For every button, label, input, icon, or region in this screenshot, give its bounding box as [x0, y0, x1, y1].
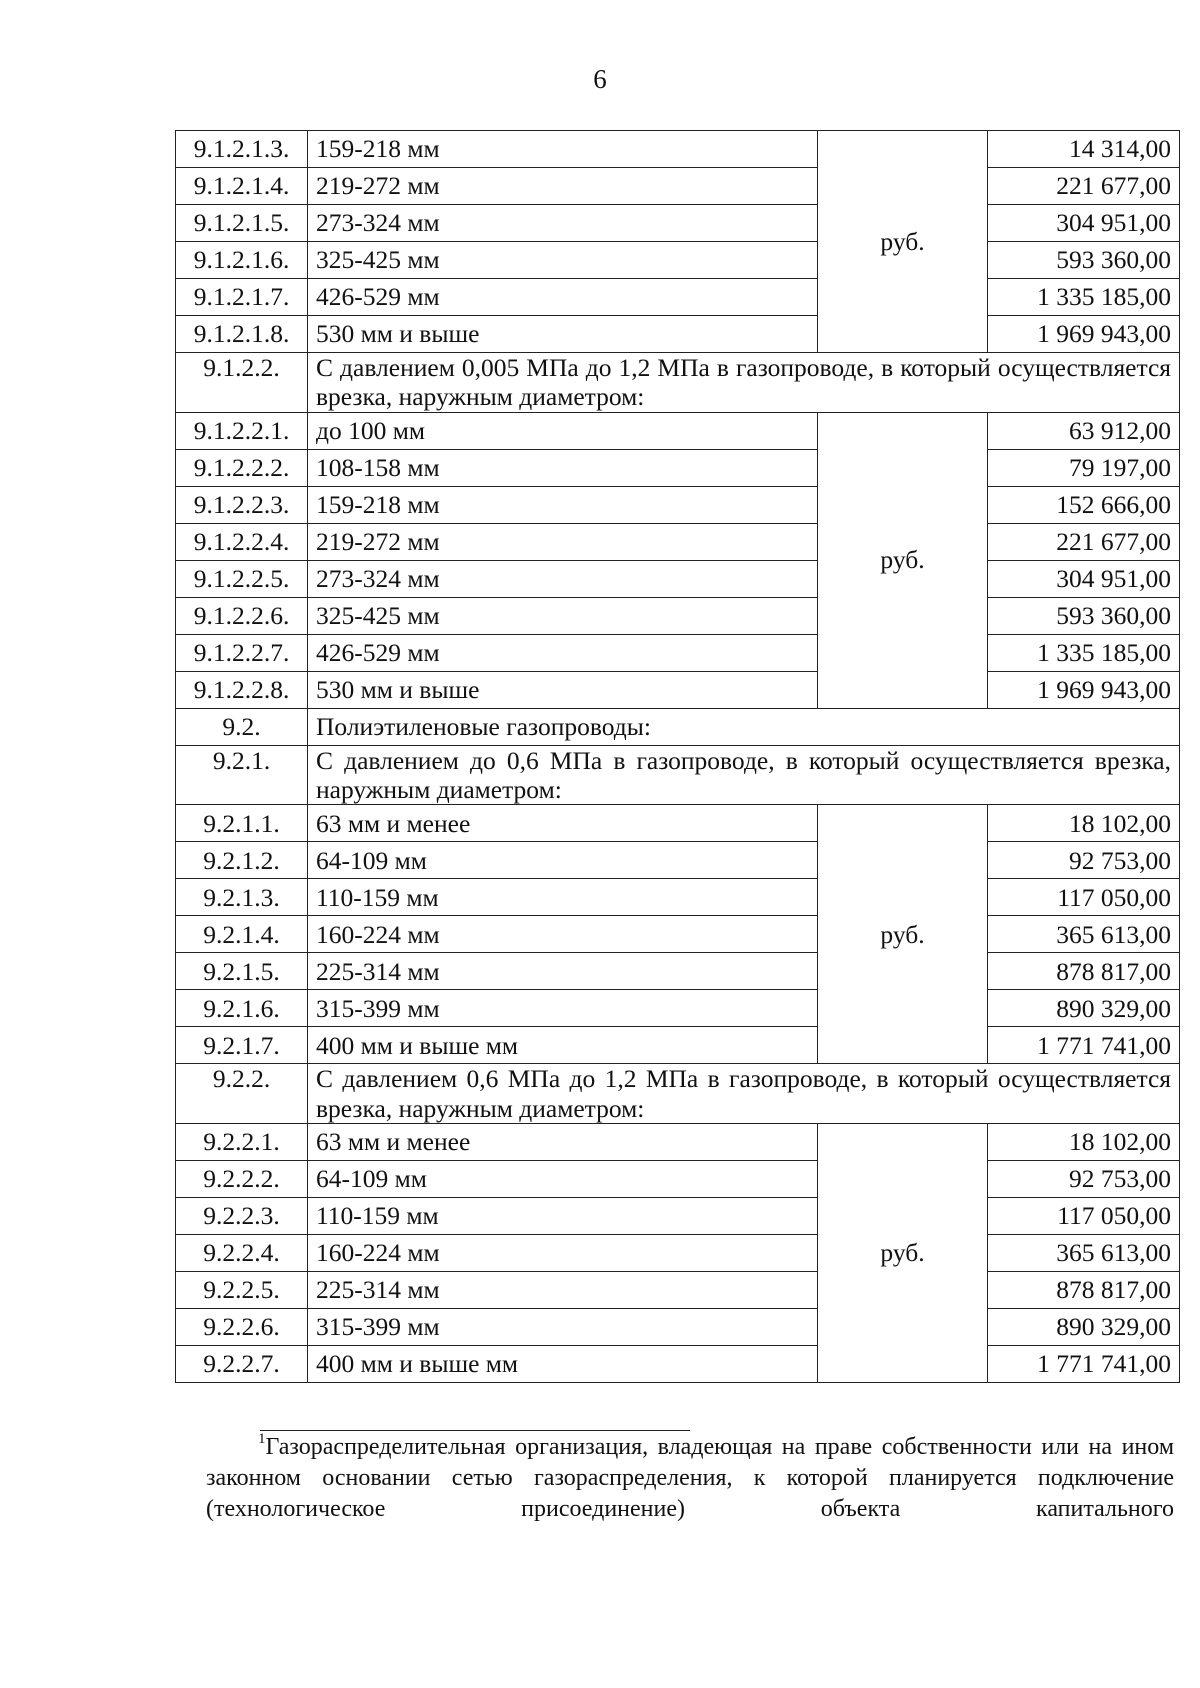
row-description: 400 мм и выше мм — [308, 1027, 818, 1064]
table-row — [176, 879, 1180, 916]
row-value: 14 314,00 — [988, 131, 1180, 168]
row-description: 225-314 мм — [308, 953, 818, 990]
section-description: С давлением 0,6 МПа до 1,2 МПа в газопроводе, в который осуществляется врезка, наружным диаметром: — [308, 1064, 1180, 1124]
row-description: 108-158 мм — [308, 449, 818, 486]
row-code: 9.1.2.1.7. — [176, 279, 308, 316]
row-description: 159-218 мм — [308, 486, 818, 523]
row-code: 9.2.2.2. — [176, 1160, 308, 1197]
row-description: 63 мм и менее — [308, 805, 818, 842]
footnote — [206, 1432, 1174, 1526]
table-row — [176, 842, 1180, 879]
row-value: 878 817,00 — [988, 1271, 1180, 1308]
row-value: 221 677,00 — [988, 168, 1180, 205]
row-code: 9.2.1.7. — [176, 1027, 308, 1064]
row-value: 92 753,00 — [988, 842, 1180, 879]
row-value: 79 197,00 — [988, 449, 1180, 486]
row-value: 365 613,00 — [988, 916, 1180, 953]
row-description: 160-224 мм — [308, 916, 818, 953]
table-row — [176, 916, 1180, 953]
table-row — [176, 1308, 1180, 1345]
row-code: 9.1.2.2.1. — [176, 412, 308, 449]
row-code: 9.1.2.2.5. — [176, 560, 308, 597]
row-code: 9.1.2.1.3. — [176, 131, 308, 168]
row-code: 9.1.2.1.6. — [176, 242, 308, 279]
row-description: 110-159 мм — [308, 879, 818, 916]
row-description: 315-399 мм — [308, 990, 818, 1027]
row-code: 9.1.2.2.2. — [176, 449, 308, 486]
table-row — [176, 486, 1180, 523]
row-value: 878 817,00 — [988, 953, 1180, 990]
row-code: 9.1.2.2.4. — [176, 523, 308, 560]
table-row — [176, 990, 1180, 1027]
section-header-row — [176, 745, 1180, 805]
row-description: 159-218 мм — [308, 131, 818, 168]
row-description: 219-272 мм — [308, 168, 818, 205]
table-row — [176, 1271, 1180, 1308]
row-description: до 100 мм — [308, 412, 818, 449]
row-description: 273-324 мм — [308, 205, 818, 242]
row-code: 9.2.2.3. — [176, 1197, 308, 1234]
section-header-row — [176, 353, 1180, 413]
page-number: 6 — [593, 64, 607, 94]
row-description: 63 мм и менее — [308, 1123, 818, 1160]
table-row — [176, 449, 1180, 486]
row-code: 9.2.2.1. — [176, 1123, 308, 1160]
row-code: 9.2.2.5. — [176, 1271, 308, 1308]
row-description: 160-224 мм — [308, 1234, 818, 1271]
table-row — [176, 205, 1180, 242]
row-value: 117 050,00 — [988, 879, 1180, 916]
row-code: 9.2.1.4. — [176, 916, 308, 953]
footnote-divider — [260, 1430, 690, 1431]
tariff-table — [175, 130, 1180, 1383]
row-code: 9.2.2.7. — [176, 1345, 308, 1382]
row-value: 1 335 185,00 — [988, 634, 1180, 671]
row-value: 593 360,00 — [988, 242, 1180, 279]
row-value: 18 102,00 — [988, 1123, 1180, 1160]
row-code: 9.2.1.1. — [176, 805, 308, 842]
section-header-row — [176, 708, 1180, 745]
row-description: 426-529 мм — [308, 634, 818, 671]
row-value: 1 771 741,00 — [988, 1027, 1180, 1064]
row-description: 530 мм и выше — [308, 671, 818, 708]
row-value: 92 753,00 — [988, 1160, 1180, 1197]
table-row — [176, 1027, 1180, 1064]
footnote-mark: 1 — [258, 1431, 266, 1447]
unit-cell: руб. — [818, 1123, 988, 1382]
table-row — [176, 953, 1180, 990]
row-description: 400 мм и выше мм — [308, 1345, 818, 1382]
unit-cell: руб. — [818, 412, 988, 708]
row-code: 9.2.2.4. — [176, 1234, 308, 1271]
table-row — [176, 1345, 1180, 1382]
row-value: 1 771 741,00 — [988, 1345, 1180, 1382]
table-row — [176, 412, 1180, 449]
row-code: 9.1.2.2.6. — [176, 597, 308, 634]
row-description: 325-425 мм — [308, 597, 818, 634]
section-code: 9.2.2. — [176, 1064, 308, 1124]
row-description: 225-314 мм — [308, 1271, 818, 1308]
row-code: 9.1.2.1.8. — [176, 316, 308, 353]
row-value: 63 912,00 — [988, 412, 1180, 449]
table-row — [176, 523, 1180, 560]
row-description: 219-272 мм — [308, 523, 818, 560]
row-value: 221 677,00 — [988, 523, 1180, 560]
table-row — [176, 1234, 1180, 1271]
table-row — [176, 242, 1180, 279]
row-value: 304 951,00 — [988, 560, 1180, 597]
row-code: 9.2.1.6. — [176, 990, 308, 1027]
table-row — [176, 316, 1180, 353]
section-header-row — [176, 1064, 1180, 1124]
table-row — [176, 671, 1180, 708]
row-value: 890 329,00 — [988, 990, 1180, 1027]
section-code: 9.1.2.2. — [176, 353, 308, 413]
section-description: С давлением 0,005 МПа до 1,2 МПа в газопроводе, в который осуществляется врезка, наружным диаметром: — [308, 353, 1180, 413]
table-row — [176, 634, 1180, 671]
row-code: 9.1.2.2.3. — [176, 486, 308, 523]
row-description: 64-109 мм — [308, 1160, 818, 1197]
unit-cell: руб. — [818, 805, 988, 1064]
footnote-paragraph — [206, 1432, 1174, 1526]
table-row — [176, 805, 1180, 842]
section-code: 9.2. — [176, 708, 308, 745]
table-row — [176, 131, 1180, 168]
row-description: 273-324 мм — [308, 560, 818, 597]
row-value: 18 102,00 — [988, 805, 1180, 842]
row-code: 9.2.1.2. — [176, 842, 308, 879]
row-description: 530 мм и выше — [308, 316, 818, 353]
table-row — [176, 279, 1180, 316]
section-description: Полиэтиленовые газопроводы: — [308, 708, 1180, 745]
row-description: 325-425 мм — [308, 242, 818, 279]
table-row — [176, 1160, 1180, 1197]
row-value: 1 335 185,00 — [988, 279, 1180, 316]
row-code: 9.2.1.5. — [176, 953, 308, 990]
unit-cell: руб. — [818, 131, 988, 353]
row-value: 1 969 943,00 — [988, 671, 1180, 708]
row-value: 117 050,00 — [988, 1197, 1180, 1234]
section-code: 9.2.1. — [176, 745, 308, 805]
row-code: 9.1.2.2.7. — [176, 634, 308, 671]
row-value: 890 329,00 — [988, 1308, 1180, 1345]
table-row — [176, 560, 1180, 597]
footnote-text: Газораспределительная организация, владеющая на праве собственности или на ином законном основании сетью газораспределения, к которой планируется подключение (технологическое присоединение) объекта капитального — [206, 1434, 1174, 1523]
table-row — [176, 597, 1180, 634]
table-row — [176, 1123, 1180, 1160]
row-code: 9.1.2.1.4. — [176, 168, 308, 205]
row-description: 315-399 мм — [308, 1308, 818, 1345]
row-code: 9.2.1.3. — [176, 879, 308, 916]
row-value: 1 969 943,00 — [988, 316, 1180, 353]
row-code: 9.1.2.2.8. — [176, 671, 308, 708]
row-description: 426-529 мм — [308, 279, 818, 316]
row-value: 304 951,00 — [988, 205, 1180, 242]
row-code: 9.1.2.1.5. — [176, 205, 308, 242]
row-description: 64-109 мм — [308, 842, 818, 879]
section-description: С давлением до 0,6 МПа в газопроводе, в который осуществляется врезка, наружным диаметром: — [308, 745, 1180, 805]
row-value: 365 613,00 — [988, 1234, 1180, 1271]
table-row — [176, 1197, 1180, 1234]
table-row — [176, 168, 1180, 205]
row-value: 152 666,00 — [988, 486, 1180, 523]
row-description: 110-159 мм — [308, 1197, 818, 1234]
row-value: 593 360,00 — [988, 597, 1180, 634]
row-code: 9.2.2.6. — [176, 1308, 308, 1345]
